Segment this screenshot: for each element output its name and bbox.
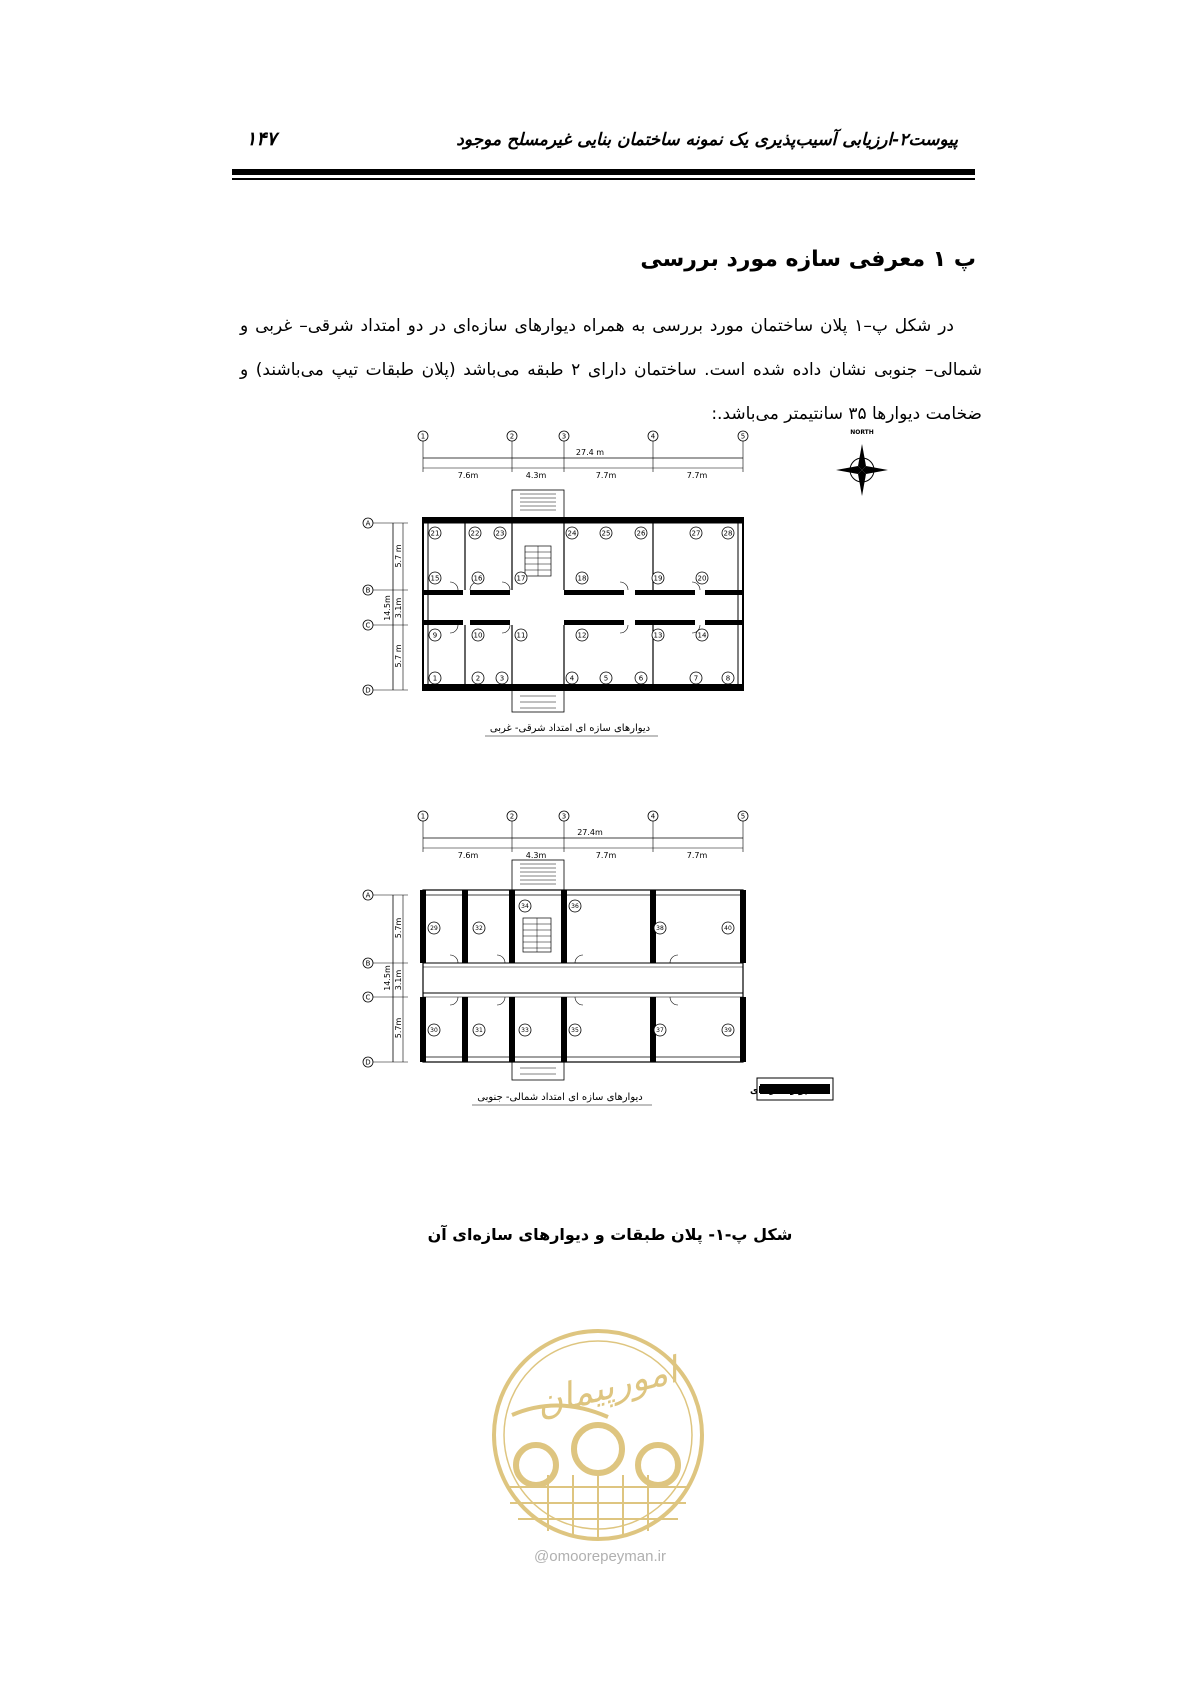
svg-text:D: D <box>365 686 371 695</box>
dim-span-2-2: 4.3m <box>525 851 547 860</box>
svg-text:D: D <box>365 1058 371 1067</box>
svg-text:A: A <box>365 519 371 528</box>
floor-plan-figure <box>360 428 920 1200</box>
svg-text:5: 5 <box>740 432 746 441</box>
svg-text:38: 38 <box>656 925 664 933</box>
wall-marker <box>496 672 508 684</box>
svg-text:7: 7 <box>693 674 699 683</box>
wall-marker <box>494 527 506 539</box>
wall-marker <box>600 672 612 684</box>
grid-column-bubble <box>507 431 517 441</box>
grid-column-bubble <box>738 431 748 441</box>
wall-marker <box>690 672 702 684</box>
wall-marker <box>722 527 734 539</box>
svg-text:32: 32 <box>475 925 483 933</box>
svg-text:4: 4 <box>650 812 656 821</box>
wall-marker <box>722 672 734 684</box>
svg-text:15: 15 <box>430 574 440 583</box>
dim-vert-1: 5.7 m <box>394 544 403 568</box>
wall-marker <box>472 629 484 641</box>
page-number: ۱۴۷ <box>246 128 277 150</box>
wall-marker <box>722 1024 734 1036</box>
grid-row-bubble <box>363 620 373 630</box>
wall-marker <box>428 1024 440 1036</box>
svg-text:6: 6 <box>638 674 644 683</box>
grid-column-bubble <box>648 811 658 821</box>
svg-text:17: 17 <box>516 574 526 583</box>
wall-marker <box>519 900 531 912</box>
wall-marker <box>429 572 441 584</box>
svg-text:2: 2 <box>475 674 481 683</box>
header-title: پیوست۲-ارزیابی آسیب‌پذیری یک نمونه ساختمان بنایی غیرمسلح موجود <box>456 130 958 150</box>
svg-text:37: 37 <box>656 1027 664 1035</box>
wall-marker <box>429 527 441 539</box>
dim-overall-top-2: 27.4m <box>577 828 603 837</box>
svg-text:2: 2 <box>509 812 515 821</box>
wall-marker <box>576 572 588 584</box>
dim-vert-2-3: 5.7m <box>394 1017 403 1039</box>
figure-caption: شکل پ-۱- پلان طبقات و دیوارهای سازه‌ای آن <box>427 1225 793 1244</box>
svg-text:21: 21 <box>430 529 440 538</box>
svg-text:31: 31 <box>475 1027 483 1035</box>
svg-text:18: 18 <box>577 574 587 583</box>
wall-marker <box>635 527 647 539</box>
svg-text:25: 25 <box>601 529 611 538</box>
wall-marker <box>429 672 441 684</box>
svg-text:A: A <box>365 891 371 900</box>
grid-row-bubble <box>363 685 373 695</box>
svg-text:B: B <box>365 959 371 968</box>
dim-span-4: 7.7m <box>686 471 708 480</box>
grid-column-bubble <box>559 811 569 821</box>
dim-span-3: 7.7m <box>595 471 617 480</box>
wall-marker <box>473 1024 485 1036</box>
dim-span-2: 4.3m <box>525 471 547 480</box>
plan2-caption: دیوارهای سازه ای امتداد شمالی- جنوبی <box>477 1092 643 1103</box>
svg-text:11: 11 <box>516 631 526 640</box>
north-label: NORTH <box>850 429 874 436</box>
svg-text:C: C <box>365 621 371 630</box>
svg-text:4: 4 <box>569 674 575 683</box>
svg-text:9: 9 <box>432 631 438 640</box>
grid-row-bubble <box>363 992 373 1002</box>
dim-span-2-3: 7.7m <box>595 851 617 860</box>
wall-marker <box>469 527 481 539</box>
dim-span-2-4: 7.7m <box>686 851 708 860</box>
grid-row-bubble <box>363 518 373 528</box>
wall-marker <box>722 922 734 934</box>
svg-text:34: 34 <box>521 903 529 911</box>
svg-text:B: B <box>365 586 371 595</box>
grid-column-bubble <box>507 811 517 821</box>
wall-marker <box>652 572 664 584</box>
wall-marker <box>696 572 708 584</box>
wall-marker <box>519 1024 531 1036</box>
wall-marker <box>473 922 485 934</box>
watermark-text: @omoorepeyman.ir <box>534 1548 666 1565</box>
grid-column-bubble <box>418 431 428 441</box>
dim-vert-2-2: 3.1m <box>394 969 403 991</box>
dim-vert-3: 5.7 m <box>394 644 403 668</box>
svg-text:30: 30 <box>430 1027 438 1035</box>
dim-overall-top: 27.4 m <box>575 448 605 457</box>
wall-marker <box>429 629 441 641</box>
dim-overall-vertical: 14.5m <box>383 595 392 621</box>
svg-text:12: 12 <box>577 631 587 640</box>
wall-marker <box>566 527 578 539</box>
grid-row-bubble <box>363 1057 373 1067</box>
plan-north-south <box>363 811 833 1105</box>
svg-text:33: 33 <box>521 1027 529 1035</box>
svg-text:10: 10 <box>473 631 483 640</box>
grid-row-bubble <box>363 585 373 595</box>
svg-text:4: 4 <box>650 432 656 441</box>
svg-text:8: 8 <box>725 674 731 683</box>
wall-marker <box>472 572 484 584</box>
body-paragraph <box>240 304 982 436</box>
legend <box>750 1078 833 1100</box>
watermark-logo <box>488 1325 708 1565</box>
svg-text:2: 2 <box>509 432 515 441</box>
svg-text:23: 23 <box>495 529 505 538</box>
wall-marker <box>569 1024 581 1036</box>
svg-text:35: 35 <box>571 1027 579 1035</box>
header-rule <box>232 169 975 175</box>
svg-text:27: 27 <box>691 529 701 538</box>
svg-text:16: 16 <box>473 574 483 583</box>
dim-span-1: 7.6m <box>457 471 479 480</box>
wall-marker <box>654 922 666 934</box>
section-heading: پ ۱ معرفی سازه مورد بررسی <box>640 247 976 272</box>
wall-marker <box>690 527 702 539</box>
wall-marker <box>600 527 612 539</box>
north-arrow-icon <box>836 429 888 496</box>
svg-text:19: 19 <box>653 574 663 583</box>
svg-text:1: 1 <box>432 674 438 683</box>
grid-column-bubble <box>418 811 428 821</box>
svg-text:C: C <box>365 993 371 1002</box>
wall-marker <box>576 629 588 641</box>
svg-text:5: 5 <box>603 674 609 683</box>
svg-text:39: 39 <box>724 1027 732 1035</box>
dim-overall-vertical-2: 14.5m <box>383 965 392 991</box>
paragraph-text: در شکل پ–۱ پلان ساختمان مورد بررسی به همراه دیوارهای سازه‌ای در دو امتداد شرقی– غربی و شمالی– جنوبی نشان داده شده است. ساختمان دارای ۲ طبقه می‌باشد (پلان طبقات تیپ می‌باشند) و ضخامت دیوارها ۳۵ سانتیمتر می‌باشد.: <box>240 316 982 424</box>
wall-marker <box>566 672 578 684</box>
svg-text:26: 26 <box>636 529 646 538</box>
plan-east-west <box>363 431 748 736</box>
dim-vert-2: 3.1m <box>394 597 403 619</box>
svg-text:3: 3 <box>499 674 505 683</box>
dim-span-2-1: 7.6m <box>457 851 479 860</box>
header-rule-thin <box>232 178 975 180</box>
wall-marker <box>515 629 527 641</box>
grid-row-bubble <box>363 890 373 900</box>
svg-text:22: 22 <box>470 529 480 538</box>
grid-column-bubble <box>559 431 569 441</box>
svg-text:5: 5 <box>740 812 746 821</box>
wall-marker <box>569 900 581 912</box>
svg-text:13: 13 <box>653 631 663 640</box>
wall-marker <box>472 672 484 684</box>
wall-marker <box>515 572 527 584</box>
svg-text:20: 20 <box>697 574 707 583</box>
svg-text:1: 1 <box>420 812 426 821</box>
svg-text:36: 36 <box>571 903 579 911</box>
grid-column-bubble <box>648 431 658 441</box>
legend-label: دیوار سازه ای <box>750 1086 813 1096</box>
wall-marker <box>696 629 708 641</box>
svg-text:3: 3 <box>561 812 567 821</box>
svg-text:3: 3 <box>561 432 567 441</box>
plan1-caption: دیوارهای سازه ای امتداد شرقی- غربی <box>489 723 651 734</box>
wall-marker <box>428 922 440 934</box>
svg-text:40: 40 <box>724 925 732 933</box>
grid-row-bubble <box>363 958 373 968</box>
svg-text:1: 1 <box>420 432 426 441</box>
svg-text:24: 24 <box>567 529 577 538</box>
wall-marker <box>635 672 647 684</box>
svg-text:28: 28 <box>723 529 733 538</box>
watermark-logo-text: امورپیمان <box>531 1350 682 1425</box>
dim-vert-2-1: 5.7m <box>394 917 403 939</box>
grid-column-bubble <box>738 811 748 821</box>
wall-marker <box>652 629 664 641</box>
svg-text:29: 29 <box>430 925 438 933</box>
svg-text:14: 14 <box>697 631 707 640</box>
wall-marker <box>654 1024 666 1036</box>
